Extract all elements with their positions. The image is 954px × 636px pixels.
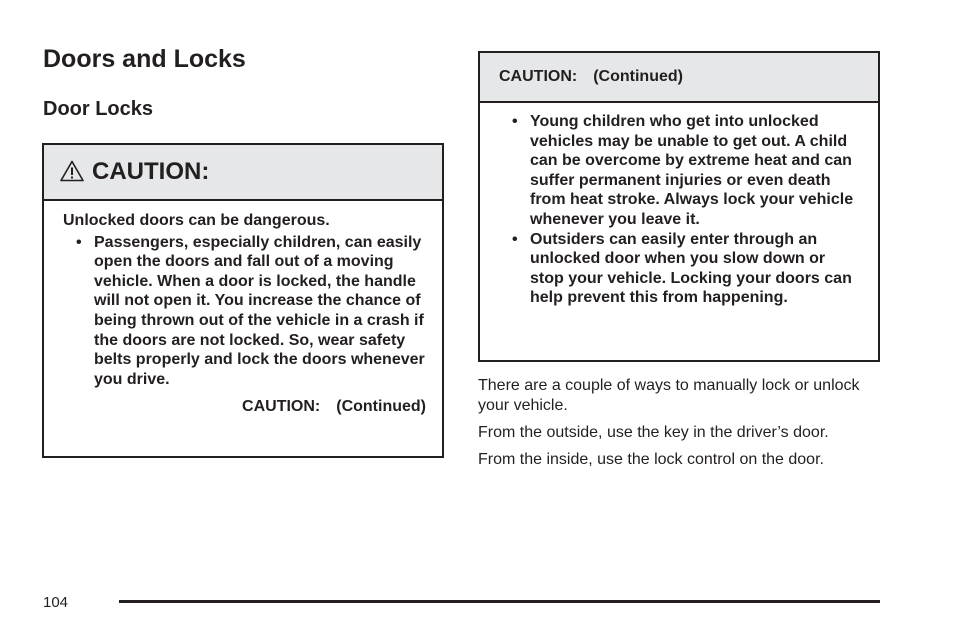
caution-body: [44, 201, 442, 417]
caution-continued-label: CAUTION: (Continued): [242, 398, 426, 416]
bullet-dot: •: [512, 230, 518, 248]
caution-heading: CAUTION:: [92, 158, 210, 185]
bullet-dot: •: [512, 113, 518, 130]
bullet-dot: •: [76, 233, 82, 251]
caution-bullet-list: [63, 233, 426, 390]
page-number: 104: [43, 594, 69, 611]
caution-bullet-list: [499, 112, 862, 308]
page-title: Doors and Locks: [43, 45, 246, 73]
caution-lead-text: Unlocked doors can be dangerous.: [63, 212, 330, 229]
body-paragraph: From the outside, use the key in the driver’s door.: [478, 424, 829, 441]
caution-header: [44, 145, 442, 201]
bullet-text: Outsiders can easily enter through an unlocked door when you slow down or stop your vehicle. Locking your doors can help prevent this from happening.: [530, 230, 852, 307]
bullet-text: Passengers, especially children, can easily open the doors and fall out of a moving vehicle. When a door is locked, the handle will not open it. You increase the chance of being thrown out of the vehicle in a crash if the doors are not locked. So, wear safety belts properly and lock the doors whenever you drive.: [94, 233, 425, 388]
warning-triangle-icon: [60, 160, 84, 182]
body-paragraph: From the inside, use the lock control on the door.: [478, 451, 824, 468]
caution-continued-box: [478, 51, 880, 362]
caution-continued-header: CAUTION: (Continued): [480, 53, 878, 103]
footer-rule: [119, 600, 880, 603]
caution-body: [480, 103, 878, 308]
bullet-item: [499, 230, 862, 308]
section-title-door-locks: Door Locks: [43, 98, 154, 120]
bullet-item: [499, 112, 862, 230]
body-paragraph: There are a couple of ways to manually lock or unlock your vehicle.: [478, 377, 860, 414]
bullet-text: Young children who get into unlocked vehicles may be unable to get out. A child can be overcome by extreme heat and can suffer permanent injuries or even death from heat stroke. Always lock your vehicle whenever you leave it.: [530, 113, 854, 228]
bullet-item: [63, 233, 426, 390]
caution-box: [42, 143, 444, 458]
